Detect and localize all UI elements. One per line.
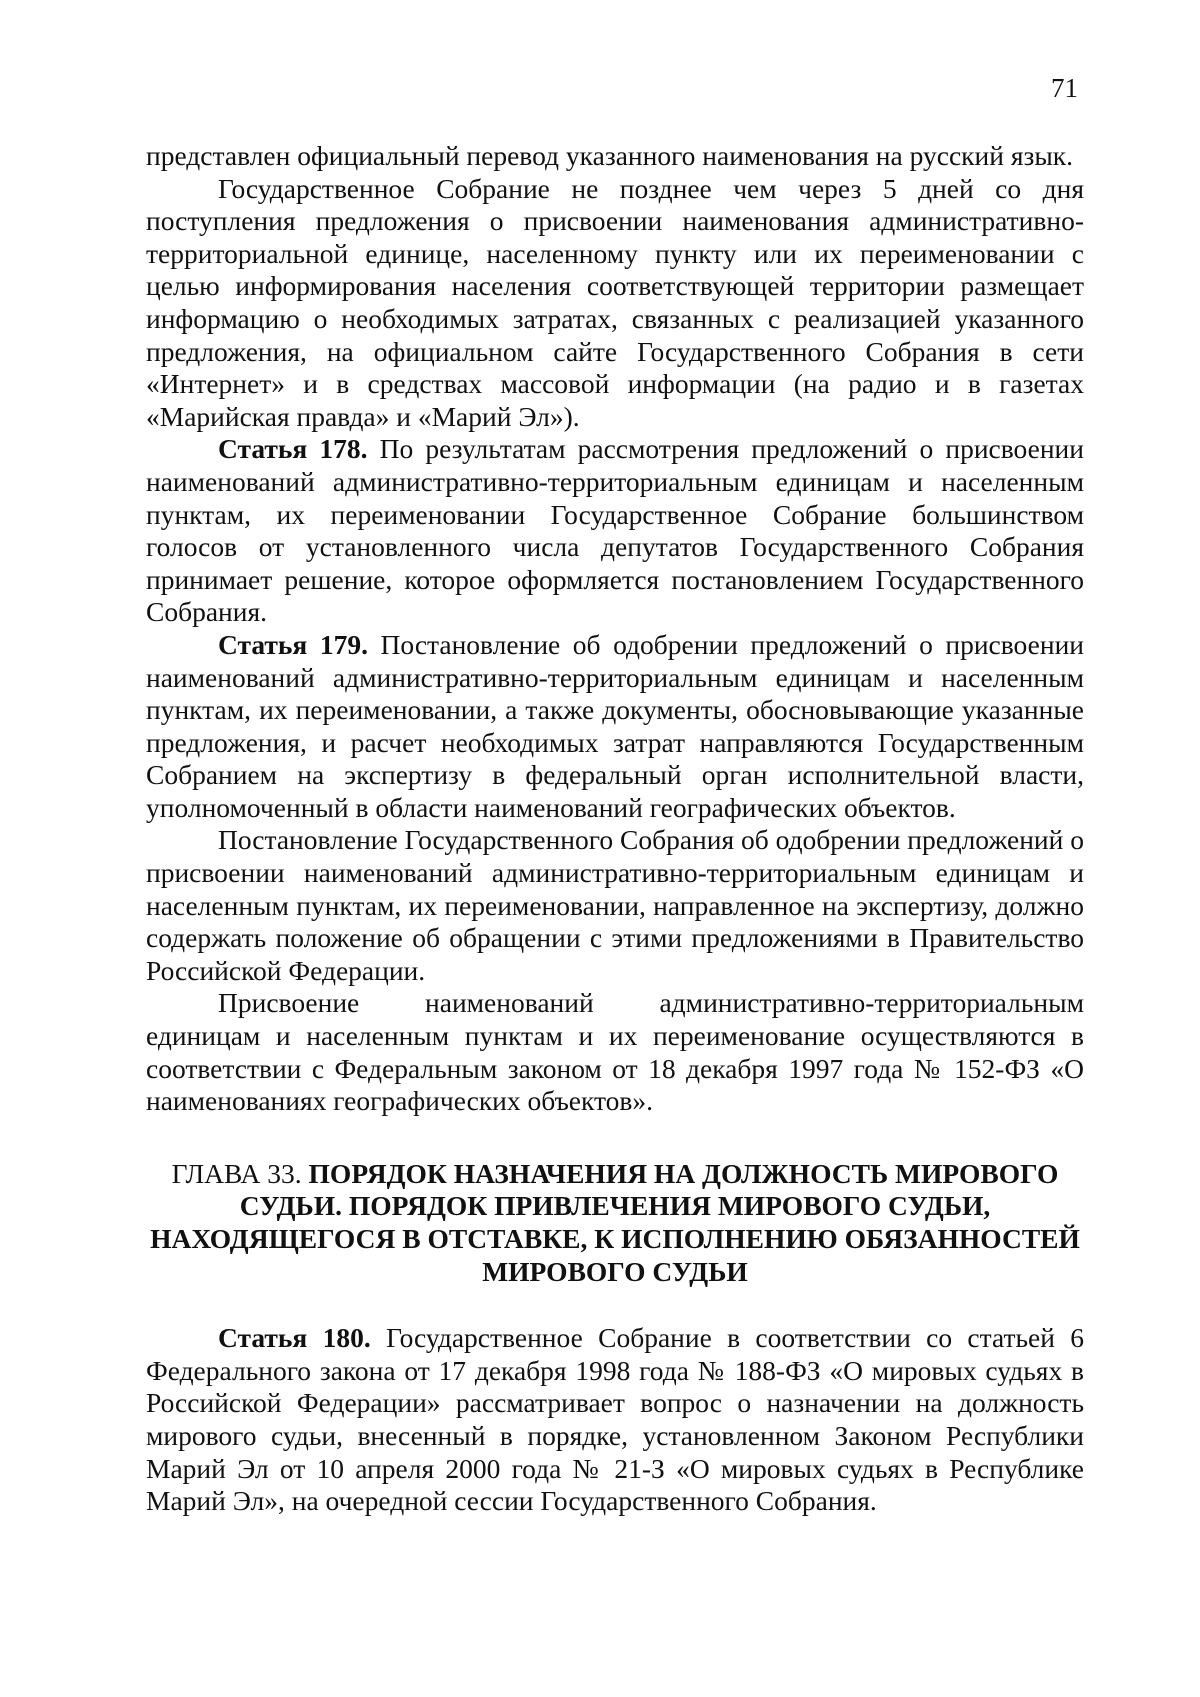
article-179 [146,629,1084,825]
paragraph-text: Постановление Государственного Собрания об одобрении предложений о присвоении наименований административно-территориальным единицам и населенным пунктам, их переименовании, направленное на экспертизу, должно содержать положение об обращении с этими предложениями в Правительство Российской Федерации. [146,824,1084,986]
article-178 [146,433,1084,629]
chapter-title: ПОРЯДОК НАЗНАЧЕНИЯ НА ДОЛЖНОСТЬ МИРОВОГО СУДЬИ. ПОРЯДОК ПРИВЛЕЧЕНИЯ МИРОВОГО СУДЬИ, НАХОДЯЩЕГОСЯ В ОТСТАВКЕ, К ИСПОЛНЕНИЮ ОБЯЗАННОСТЕЙ МИРОВОГО СУДЬИ [150,1157,1080,1287]
article-heading: Статья 180. [218,1322,371,1354]
paragraph-text: Государственное Собрание не позднее чем через 5 дней со дня поступления предложения о присвоении наименования административно-территориальной единице, населенному пункту или их переименовании с целью информирования населения соответствующей территории размещает информацию о необходимых затратах, связанных с реализацией указанного предложения, на официальном сайте Государственного Собрания в сети «Интернет» и в средствах массовой информации (на радио и в газетах «Марийская правда» и «Марий Эл»). [146,172,1084,432]
article-180 [146,1322,1084,1518]
paragraph-publication-notice [146,173,1084,434]
paragraph-text: Присвоение наименований административно-территориальным единицам и населенным пунктам и их переименование осуществляются в соответствии с Федеральным законом от 18 декабря 1997 года № 152-ФЗ «О наименованиях географических объектов». [146,987,1084,1117]
article-text: По результатам рассмотрения предложений о присвоении наименований административно-территориальным единицам и населенным пунктам, их переименовании Государственное Собрание большинством голосов от установленного числа депутатов Государственного Собрания принимает решение, которое оформляется постановлением Государственного Собрания. [146,433,1084,628]
paragraph-naming-procedure [146,987,1084,1117]
chapter-number: ГЛАВА 33. [171,1157,309,1189]
article-heading: Статья 178. [218,433,368,465]
paragraph-resolution-content [146,824,1084,987]
article-text: Государственное Собрание в соответствии со статьей 6 Федерального закона от 17 декабря 1998 года № 188-ФЗ «О мировых судьях в Российской Федерации» рассматривает вопрос о назначении на должность мирового судьи, внесенный в порядке, установленном Законом Республики Марий Эл от 10 апреля 2000 года № 21-З «О мировых судьях в Республике Марий Эл», на очередной сессии Государственного Собрания. [146,1322,1085,1517]
paragraph-continuation [146,140,1084,173]
document-body [146,140,1084,1518]
paragraph-text: представлен официальный перевод указанного наименования на русский язык. [146,140,1074,171]
article-heading: Статья 179. [218,628,368,660]
chapter-heading [146,1158,1084,1288]
page-number: 71 [1051,73,1078,103]
article-text: Постановление об одобрении предложений о присвоении наименований административно-территориальным единицам и населенным пунктам, их переименовании, а также документы, обосновывающие указанные предложения, и расчет необходимых затрат направляются Государственным Собранием на экспертизу в федеральный орган исполнительной власти, уполномоченный в области наименований географических объектов. [146,628,1084,823]
